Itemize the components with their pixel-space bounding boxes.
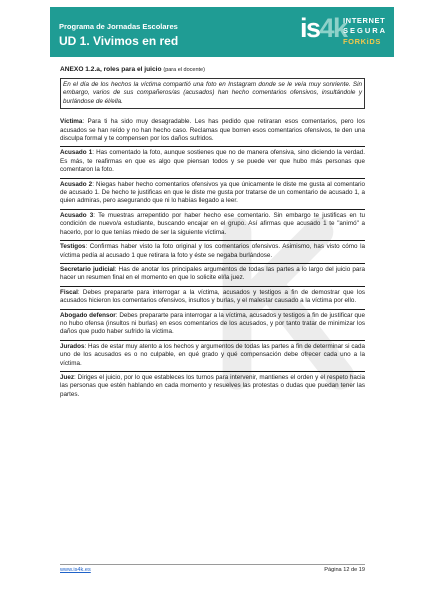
- role-juez: Juez: Diriges el juicio, por lo que estableces los turnos para intervenir, mantienes el orden y el respeto hacia las personas que estén hablando en cada momento y resuelves las protestas o dudas que puedan tener las partes.: [60, 373, 365, 398]
- role-testigos: Testigos: Confirmas haber visto la foto original y los comentarios ofensivos. Asimismo, has visto cómo la víctima pedía al acusado 1 que retirara la foto y éste se negaba burlándose.: [60, 243, 365, 259]
- role-abogado: Abogado defensor: Debes prepararte para interrogar a la víctima, acusados y testigos a fin de justificar que no hubo ofensa (insultos ni burlas) en esos comentarios de los acusados, y por tanto tratar de minimizar los daños que pudo haber sufrido la víctima.: [60, 311, 365, 336]
- role-acusado-2: Acusado 2: Niegas haber hecho comentarios ofensivos ya que únicamente le diste me gusta al comentario de acusado 1. De hecho te justificas en que le diste me gusta por tratarse de un comentario de acusado 1, a quien admiras, pero asegurando que ni lo habías llegado a leer.: [60, 180, 365, 205]
- is4k-logo: [296, 7, 394, 57]
- role-acusado-1: Acusado 1: Has comentado la foto, aunque sostienes que no de manera ofensiva, sino diciendo la verdad. Es más, te reafirmas en que es algo que piensan todos y se puede ver que hubo más personas que comentaron la foto.: [60, 149, 365, 174]
- role-jurados: Jurados: Has de estar muy atento a los hechos y argumentos de todas las partes a fin de determinar si cada uno de los acusados es o no culpable, en qué grado y qué compensación debe ofrecer cada uno a la víctima.: [60, 342, 365, 367]
- document-body: [60, 66, 365, 405]
- page-number: Página 12 de 19: [324, 567, 365, 573]
- role-secretario: Secretario judicial: Has de anotar los principales argumentos de todas las partes a lo largo del juicio para hacer un resumen final en el momento en que lo solicite el/la juez.: [60, 265, 366, 282]
- logo-tag-internet: INTERNET: [343, 16, 386, 25]
- role-divider: [60, 178, 365, 179]
- role-divider: [60, 340, 365, 341]
- role-divider: [60, 371, 365, 372]
- logo-tag-segura: SEGURA: [343, 26, 388, 35]
- role-divider: [60, 309, 365, 310]
- role-divider: [60, 240, 365, 241]
- website-link[interactable]: www.is4k.es: [60, 567, 91, 573]
- role-divider: [60, 146, 365, 147]
- program-title: Programa de Jornadas Escolares: [59, 22, 178, 31]
- logo-brand: is4k: [300, 13, 347, 43]
- logo-tag-forkids: FORKiDS: [343, 37, 381, 46]
- role-fiscal: Fiscal: Debes prepararte para interrogar a la víctima, acusados y testigos a fin de demostrar que los acusados hicieron los comentarios ofensivos, insultos y burlas, y el malestar causado a la víctima por ello.: [60, 288, 365, 305]
- role-acusado-3: Acusado 3: Te muestras arrepentido por haber hecho ese comentario. Sin embargo te justificas en tu condición de nuevo/a estudiante, buscando encajar en el grupo. Así afirmas que acusado 1 te "animó" a hacerlo, por lo que tenías miedo de ser la siguiente víctima.: [60, 211, 365, 236]
- footer-divider: [60, 564, 365, 565]
- role-victima: Víctima: Para ti ha sido muy desagradable. Les has pedido que retiraran esos comentarios, pero los acusados se han reído y no han hecho caso. Reclamas que borren esos comentarios ofensivos, te den una disculpa formal y te compensen por los daños sufridos.: [60, 118, 365, 143]
- header-banner: [50, 7, 394, 57]
- role-divider: [60, 209, 365, 210]
- unit-title: UD 1. Vivimos en red: [59, 34, 179, 48]
- role-divider: [60, 286, 365, 287]
- role-divider: [60, 263, 365, 264]
- scenario-box: En el día de los hechos la víctima compartió una foto en Instagram donde se le veía muy sonriente. Sin embargo, varios de sus compañeros/as (acusados) han hecho comentarios ofensivos, insultándole y burlándose de él/ella.: [60, 78, 365, 109]
- annex-title: ANEXO 1.2.a, roles para el juicio (para el docente): [60, 66, 205, 73]
